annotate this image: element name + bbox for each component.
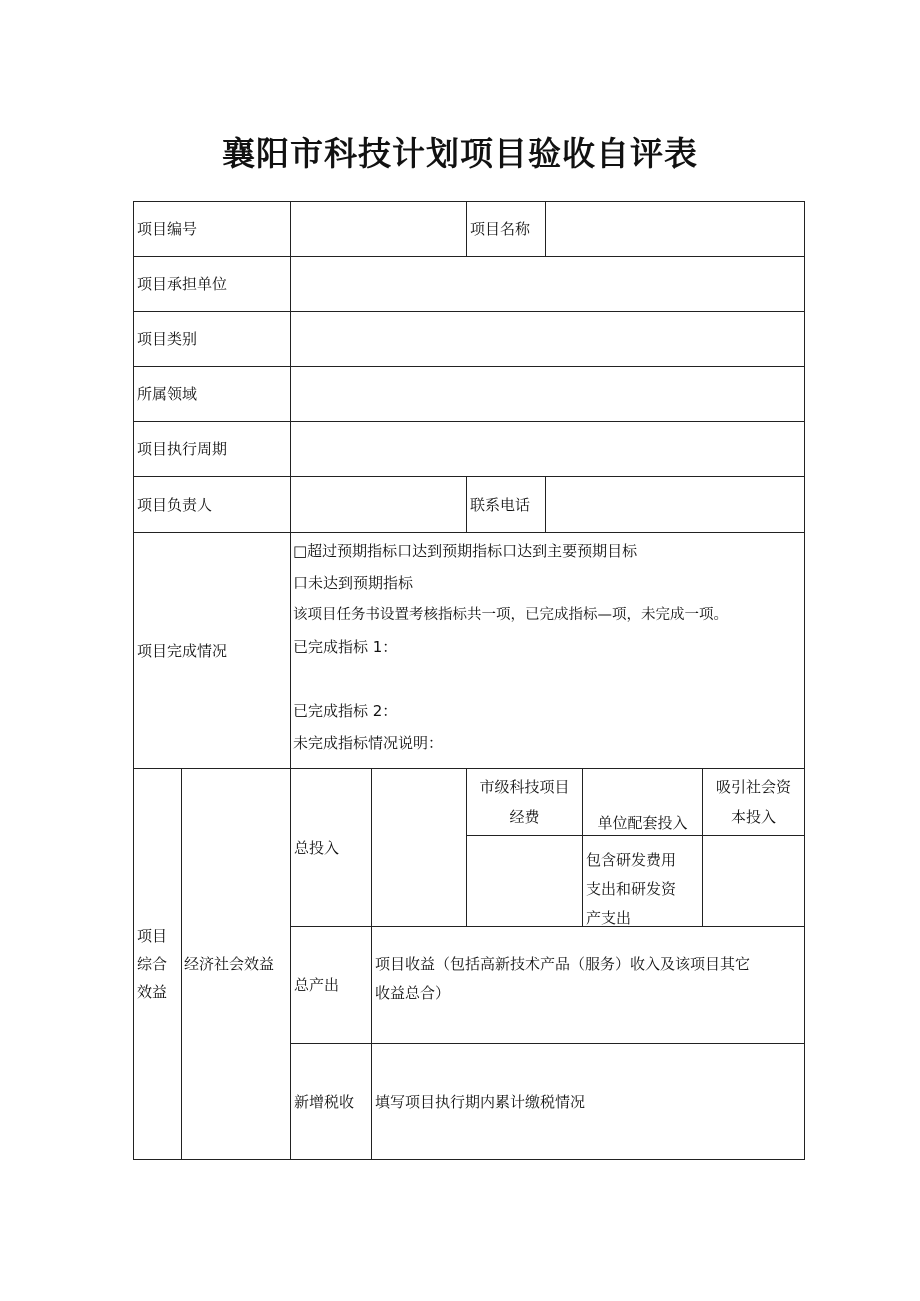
field-label: 所属领域: [133, 366, 291, 422]
completion-summary: 该项目任务书设置考核指标共一项，已完成指标—项，未完成一项。: [293, 607, 728, 623]
page-title: 襄阳市科技计划项目验收自评表: [222, 134, 698, 173]
econ-social-benefit-label: 经济社会效益: [181, 768, 291, 1160]
city-funds-header: 市级科技项目 经费: [466, 768, 583, 836]
project-name-field[interactable]: [545, 201, 805, 257]
completion-label: 项目完成情况: [133, 532, 291, 769]
unit-match-header: 单位配套投入: [582, 768, 703, 836]
category-field[interactable]: [290, 311, 805, 367]
project-no-label: 项目编号: [133, 201, 291, 257]
leader-label: 项目负责人: [133, 476, 291, 533]
completed-indicator-1: 已完成指标 1：: [293, 638, 398, 656]
period-field[interactable]: [290, 421, 805, 477]
phone-field[interactable]: [545, 476, 805, 533]
phone-label: 联系电话: [466, 476, 546, 533]
new-tax-field[interactable]: [371, 1043, 805, 1160]
incomplete-indicator-note: 未完成指标情况说明：: [293, 734, 444, 752]
city-funds-field[interactable]: [466, 835, 583, 927]
completion-option-not-met: 口未达到预期指标: [293, 574, 414, 592]
undertaking-unit-label: 项目承担单位: [133, 256, 291, 312]
completion-options-line: □超过预期指标口达到预期指标口达到主要预期目标: [293, 542, 638, 560]
undertaking-unit-field[interactable]: [290, 256, 805, 312]
project-no-field[interactable]: [290, 201, 467, 257]
field-field[interactable]: [290, 366, 805, 422]
total-investment-label: 总投入: [290, 768, 372, 927]
social-capital-field[interactable]: [702, 835, 805, 927]
rd-note-line: 产支出: [586, 909, 632, 927]
leader-field[interactable]: [290, 476, 467, 533]
output-description: 收益总合）: [375, 984, 451, 1002]
rd-note-line: 包含研发费用: [586, 851, 677, 869]
completion-content[interactable]: [290, 532, 805, 769]
period-label: 项目执行周期: [133, 421, 291, 477]
new-tax-label: 新增税收: [290, 1043, 372, 1160]
evaluation-form-table: [133, 201, 805, 1160]
total-investment-field[interactable]: [371, 768, 467, 927]
benefit-label: 项目 综合 效益: [133, 768, 182, 1160]
rd-note-line: 支出和研发资: [586, 880, 677, 898]
project-name-label: 项目名称: [466, 201, 546, 257]
tax-description: 填写项目执行期内累计缴税情况: [375, 1092, 586, 1111]
total-output-field[interactable]: [371, 926, 805, 1044]
category-label: 项目类别: [133, 311, 291, 367]
unit-match-field[interactable]: [582, 835, 703, 927]
social-capital-header: 吸引社会资 本投入: [702, 768, 805, 836]
output-description: 项目收益（包括高新技术产品（服务）收入及该项目其它: [375, 955, 751, 973]
completed-indicator-2: 已完成指标 2：: [293, 702, 398, 720]
total-output-label: 总产出: [290, 926, 372, 1044]
